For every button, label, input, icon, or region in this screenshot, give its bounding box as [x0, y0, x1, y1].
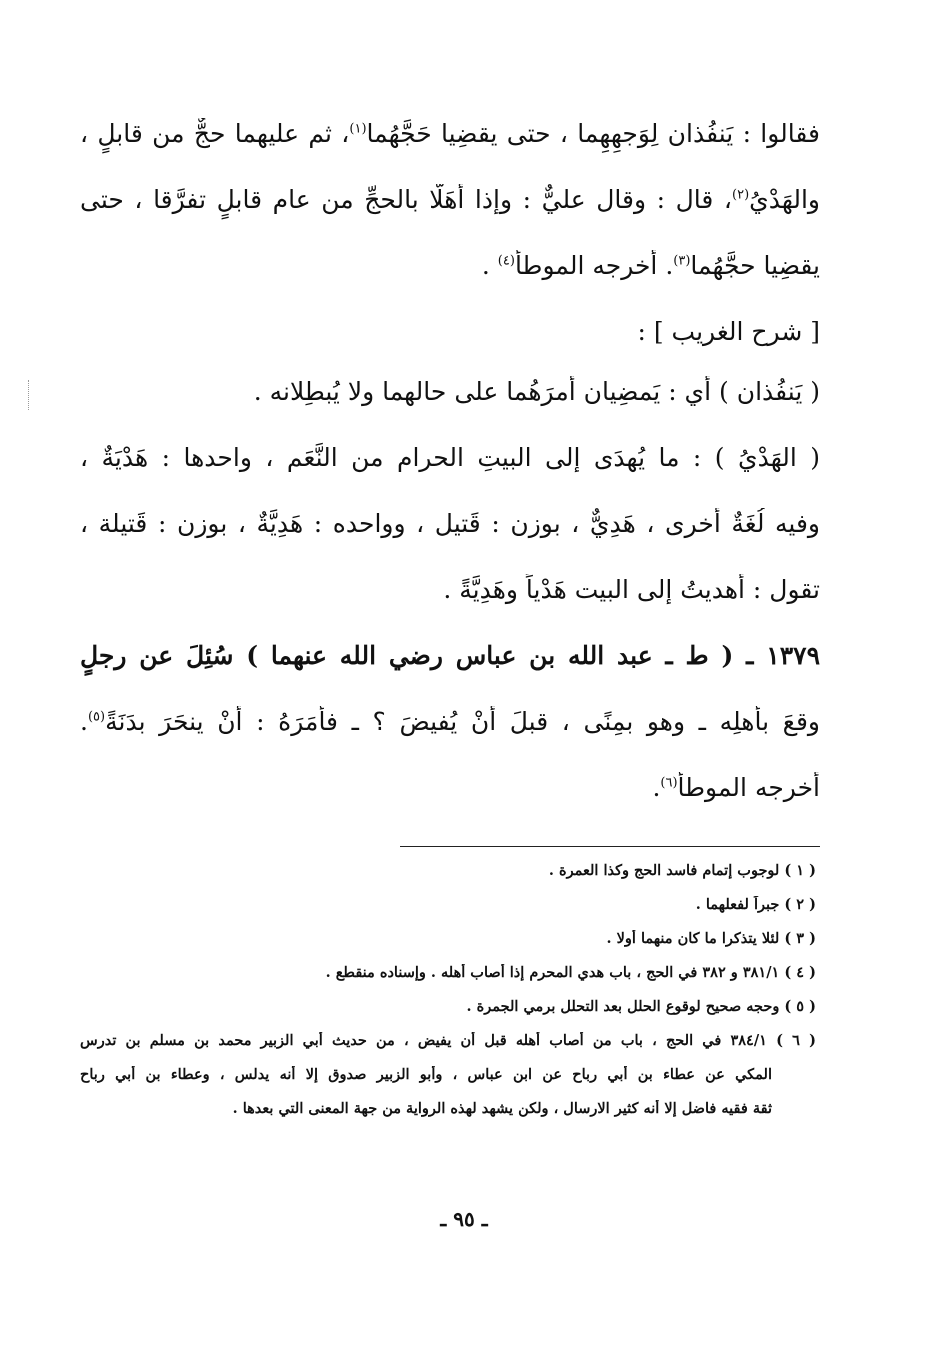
footnote-1: ( ١ ) لوجوب إتمام فاسد الحج وكذا العمرة . [548, 862, 816, 879]
period: . [481, 251, 498, 280]
footnote-ref[interactable]: (٢) [732, 187, 750, 203]
line-text: أخرجه الموطأ [677, 773, 820, 802]
line-tail: . [652, 773, 661, 802]
section-heading [80, 316, 820, 376]
line-tail: ، ثم عليهما حجٌّ من قابلٍ ، [80, 119, 350, 148]
line-text: تقول : أهديتُ إلى البيت هَدْياً وهَدِيَّةً . [443, 575, 820, 604]
footnote-6: ( ٦ ) ٣٨٤/١ في الحج ، باب من أصاب أهله قبل أن يفيض ، من حديث أبي الزبير محمد بن مسلم بن تدرس [80, 1032, 816, 1049]
footnote-ref[interactable]: (٤) [497, 253, 515, 269]
footnote-2: ( ٢ ) جبراً لفعلهما . [695, 896, 816, 913]
line-text: والهَدْيُ [749, 185, 820, 214]
hadith-heading-line [80, 640, 820, 706]
line-tail: . أخرجه الموطأ [514, 251, 674, 280]
text-line-3 [80, 250, 820, 316]
text-line-2 [80, 184, 820, 250]
line-text: وفيه لُغَةٌ أخرى ، هَدِيٌّ ، بوزن : قَتيل ، وواحده : هَدِيَّةٌ ، بوزن : قَتيلة ، [80, 509, 820, 538]
line-tail: ، قال : وقال عليٌّ : وإذا أهَلَّا بالحجِّ من عام قابلٍ تفرَّقا ، حتى [80, 185, 732, 214]
line-text: فقالوا : يَنفُذان لِوَجهِهِما ، حتى يقضِيا حَجَّهُما [366, 119, 820, 148]
line-tail: . [80, 707, 88, 736]
text-line-1 [80, 118, 820, 184]
line-text: وقعَ بأهلِه ـ وهو بمِنًى ، قبلَ أنْ يُفيضَ ؟ ـ فأمَرَهُ : أنْ ينحَرَ بدَنَةً [105, 707, 820, 736]
footnote-3: ( ٣ ) لئلا يتذكرا ما كان منهما أولا . [606, 930, 816, 947]
footnote-ref[interactable]: (١) [349, 121, 367, 137]
line-text: ( يَنفُذان ) أي : يَمضِيان أمرَهُما على حالهما ولا يُبطِلانه . [253, 377, 820, 406]
text-line-10 [80, 706, 820, 772]
footnote-ref[interactable]: (٦) [660, 775, 678, 791]
footnote-ref[interactable]: (٥) [87, 709, 106, 725]
footnote-6-continued: المكي عن عطاء بن أبي رباح عن ابن عباس ، وأبو الزبير صدوق إلا أنه يدلس ، وعطاء بن أبي رباح [80, 1066, 772, 1083]
footnote-6-end: ثقة فقيه فاضل إلا أنه كثير الارسال ، ولكن يشهد لهذه الرواية من جهة المعنى التي بعدها . [232, 1100, 772, 1117]
footnotes [80, 862, 816, 1134]
line-text: ١٣٧٩ ـ ( ط ـ عبد الله بن عباس رضي الله عنهما ) سُئِلَ عن رجلٍ [80, 641, 820, 670]
page-number: ـ ٩٥ ـ [440, 1207, 488, 1231]
line-text: ( الهَدْيُ ) : ما يُهدَى إلى البيتِ الحرام من النَّعَم ، واحدها : هَدْيَةٌ ، [80, 443, 820, 472]
main-text [80, 118, 820, 838]
line-text: يقضِيا حجَّهُما [690, 251, 820, 280]
text-line-8 [80, 574, 820, 640]
text-line-6 [80, 442, 820, 508]
text-line-7 [80, 508, 820, 574]
line-text: [ شرح الغريب ] : [637, 317, 820, 346]
footnote-separator [400, 846, 820, 847]
footnote-ref[interactable]: (٣) [673, 253, 691, 269]
margin-mark [28, 380, 35, 410]
text-line-5 [80, 376, 820, 442]
footnote-4: ( ٤ ) ٣٨١/١ و ٣٨٢ في الحج ، باب هدي المحرم إذا أصاب أهله . وإسناده منقطع . [325, 964, 816, 981]
text-line-11 [80, 772, 820, 838]
footnote-5: ( ٥ ) وحجه صحيح لوقوع الحلل بعد التحلل برمي الجمرة . [466, 998, 816, 1015]
